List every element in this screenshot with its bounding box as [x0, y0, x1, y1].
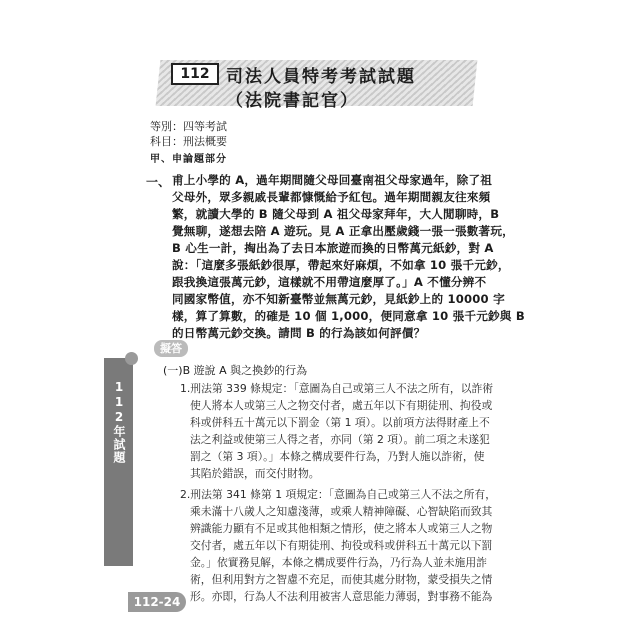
- question-line: 覺無聊，遂想去陪 A 遊玩。見 A 正拿出壓歲錢一張一張數著玩，: [172, 224, 514, 238]
- answer-item-line: 罰之（第 3 項）。」本條之構成要件行為，乃對人施以詐術，使: [190, 450, 485, 463]
- question-line: 樣，算了算數，的確是 10 個 1,000，便同意拿 10 張千元鈔與 B: [172, 309, 525, 323]
- question-line: 說：「這麼多張紙鈔很厚，帶起來好麻煩，不如拿 10 張千元鈔，: [172, 258, 510, 272]
- question-line: 繁，就讀大學的 B 隨父母到 A 祖父母家拜年，大人閒聊時，B: [172, 207, 500, 221]
- exam-title: 司法人員特考考試試題: [226, 67, 416, 87]
- question-line: B 心生一計，掏出為了去日本旅遊而換的日幣萬元紙鈔，對 A: [172, 241, 494, 255]
- answer-item-line: 乘未滿十八歲人之知慮淺薄，或乘人精神障礙、心智缺陷而致其: [190, 505, 493, 518]
- answer-item-line: 科或併科五十萬元以下罰金（第 1 項）。以前項方法得財產上不: [190, 416, 490, 429]
- exam-number-badge: 112: [171, 63, 219, 85]
- exam-subject: 科目：刑法概要: [150, 135, 227, 148]
- answer-item-line: 1.刑法第 339 條規定：「意圖為自己或第三人不法之所有，以詐術: [180, 382, 494, 395]
- exam-level: 等別：四等考試: [150, 120, 227, 133]
- answer-item-line: 法之利益或使第三人得之者，亦同（第 2 項）。前二項之未遂犯: [190, 433, 490, 446]
- answer-item-line: 辨識能力顯有不足或其他相類之情形，使之將本人或第三人之物: [190, 522, 493, 535]
- question-line: 同國家幣值，亦不知新臺幣並無萬元鈔，見紙鈔上的 10000 字: [172, 292, 505, 306]
- exam-subtitle: （法院書記官）: [226, 91, 359, 111]
- answer-item-line: 交付者，處五年以下有期徒刑、拘役或科或併科五十萬元以下罰: [190, 539, 493, 552]
- answer-item-line: 2.刑法第 341 條第 1 項規定：「意圖為自己或第三人不法之所有，: [180, 488, 497, 501]
- question-line: 跟我換這張萬元鈔，這樣就不用帶這麼厚了。」A 不懂分辨不: [172, 275, 487, 289]
- answer-item-line: 形。亦即，行為人不法利用被害人意思能力薄弱，對事務不能為: [190, 590, 493, 603]
- side-tab-dot: [125, 352, 138, 365]
- question-line: 甫上小學的 A，過年期間隨父母回臺南祖父母家過年，除了祖: [172, 173, 493, 187]
- answer-item-line: 其陷於錯誤，而交付財物。: [190, 467, 320, 480]
- page-number: 112-24: [128, 592, 186, 612]
- answer-sub-heading: (一)B 遊說 A 與之換鈔的行為: [163, 364, 308, 377]
- answer-item-line: 使人將本人或第三人之物交付者，處五年以下有期徒刑、拘役或: [190, 399, 493, 412]
- question-line: 父母外，眾多親戚長輩都慷慨給予紅包。過年期間親友往來頻: [172, 190, 491, 204]
- side-tab-label: 112年試題: [112, 380, 126, 464]
- answer-badge: 擬答: [154, 340, 188, 357]
- answer-item-line: 術，但利用對方之智慮不充足，而使其處分財物，蒙受損失之情: [190, 573, 493, 586]
- question-line: 的日幣萬元鈔交換。請問 B 的行為該如何評價？: [172, 326, 426, 340]
- answer-item-line: 金。」依實務見解，本條之構成要件行為，乃行為人並未施用詐: [190, 556, 487, 569]
- section-heading: 甲、申論題部分: [150, 154, 227, 165]
- question-marker: 一、: [146, 175, 171, 189]
